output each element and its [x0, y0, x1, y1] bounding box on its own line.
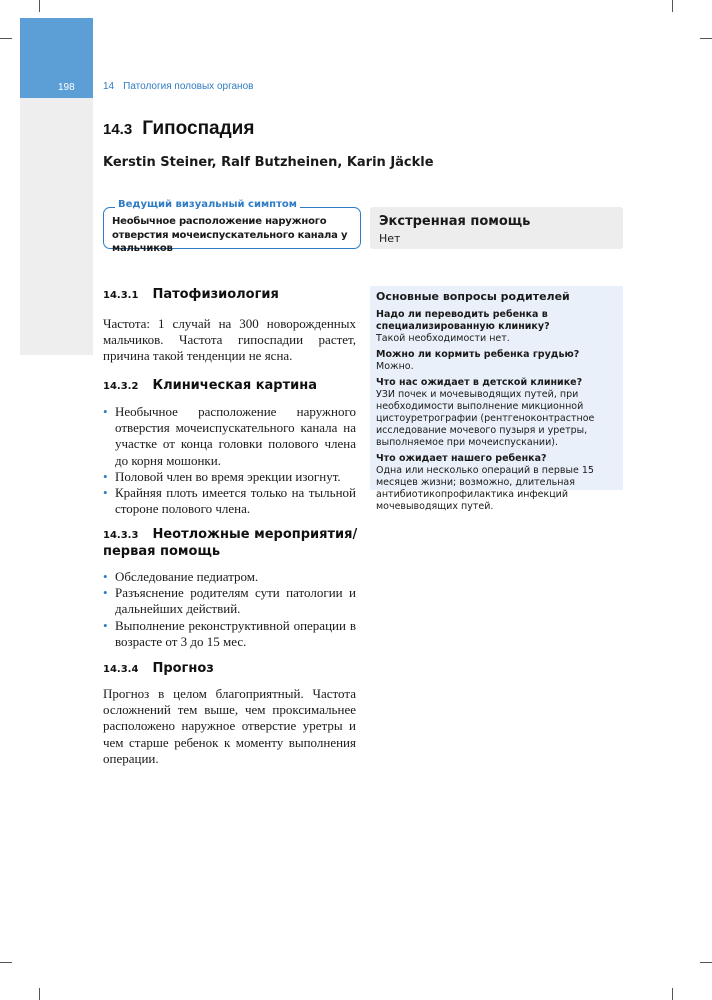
question: Можно ли кормить ребенка грудью? [376, 349, 580, 360]
subsection-heading-prognosis [103, 661, 214, 678]
subsection-number: 14.3.2 [103, 381, 139, 392]
subsection-title: Прогноз [152, 661, 214, 676]
list-item: • Крайняя плоть имеется только на тыльной стороне полового члена. [103, 485, 356, 517]
subsection-number: 14.3.3 [103, 530, 139, 541]
authors: Kerstin Steiner, Ralf Butzheinen, Karin Jäckle [103, 155, 434, 170]
subsection-title: Патофизиология [152, 287, 279, 302]
urgent-list [103, 569, 356, 650]
parents-questions-title: Основные вопросы родителей [376, 290, 570, 303]
subsection-title-line2: первая помощь [103, 544, 221, 559]
subsection-heading-clinical [103, 378, 317, 395]
chapter-title: Патология половых органов [123, 81, 254, 92]
bullet-icon: • [103, 585, 108, 601]
answer: УЗИ почек и мочевыводящих путей, при необходимости выполнение микционной цистоуретрографии (рентгеноконтрастное исследование мочевого пузыря и уретры, выполняемое при мочеиспускании). [376, 389, 595, 448]
subsection-heading-urgent [103, 527, 357, 560]
list-item: • Обследование педиатром. [103, 569, 259, 584]
emergency-value: Нет [379, 232, 401, 245]
pathophysiology-text: Частота: 1 случай на 300 новорожденных мальчиков. Частота гипоспадии растет, причина такой тенденции не ясна. [103, 316, 356, 364]
list-item: • Выполнение реконструктивной операции в возрасте от 3 до 15 мес. [103, 617, 356, 649]
section-title [103, 118, 254, 140]
section-title-text: Гипоспадия [142, 118, 255, 139]
subsection-heading-pathophysiology [103, 287, 279, 304]
bullet-icon: • [103, 468, 108, 484]
crop-mark [39, 988, 40, 1000]
subsection-title: Клиническая картина [152, 378, 318, 393]
crop-mark [700, 38, 712, 39]
subsection-title-line1: Неотложные мероприятия/ [152, 527, 358, 542]
question: Что нас ожидает в детской клинике? [376, 377, 583, 388]
answer: Можно. [376, 361, 414, 372]
question: Что ожидает нашего ребенка? [376, 453, 547, 464]
bullet-icon: • [103, 617, 108, 633]
section-number: 14.3 [103, 121, 133, 138]
crop-mark [672, 0, 673, 12]
page-number: 198 [58, 82, 75, 93]
parents-questions-list [376, 309, 620, 517]
bullet-icon: • [103, 569, 108, 584]
side-gray-band [20, 98, 93, 355]
chapter-number: 14 [103, 81, 115, 92]
answer: Одна или несколько операций в первые 15 месяцев жизни; возможно, длительная антибиотикопрофилактика инфекций мочевыводящих путей. [376, 465, 594, 512]
answer: Такой необходимости нет. [376, 333, 510, 344]
crop-mark [700, 962, 712, 963]
side-color-block [20, 18, 93, 98]
question: Надо ли переводить ребенка в специализированную клинику? [376, 309, 550, 332]
bullet-icon: • [103, 485, 108, 501]
clinical-list [103, 404, 356, 517]
visual-symptom-text: Необычное расположение наружного отверстия мочеиспускательного канала у мальчиков [112, 216, 348, 254]
visual-symptom-label: Ведущий визуальный симптом [115, 199, 300, 210]
list-item: • Половой член во время эрекции изогнут. [103, 468, 341, 484]
list-item: • Необычное расположение наружного отверстия мочеиспускательного канала на участке от конца головки полового члена до корня мошонки. [103, 404, 356, 468]
crop-mark [39, 0, 40, 12]
subsection-number: 14.3.1 [103, 290, 139, 301]
bullet-icon: • [103, 404, 108, 419]
subsection-number: 14.3.4 [103, 664, 139, 675]
emergency-title: Экстренная помощь [379, 214, 531, 229]
crop-mark [0, 962, 12, 963]
crop-mark [0, 38, 12, 39]
crop-mark [672, 988, 673, 1000]
running-header [103, 81, 253, 92]
list-item: • Разъяснение родителям сути патологии и дальнейших действий. [103, 585, 356, 617]
prognosis-text: Прогноз в целом благоприятный. Частота осложнений тем выше, чем проксимальнее расположено наружное отверстие уретры и чем старше ребенок к моменту выполнения операции. [103, 686, 356, 766]
